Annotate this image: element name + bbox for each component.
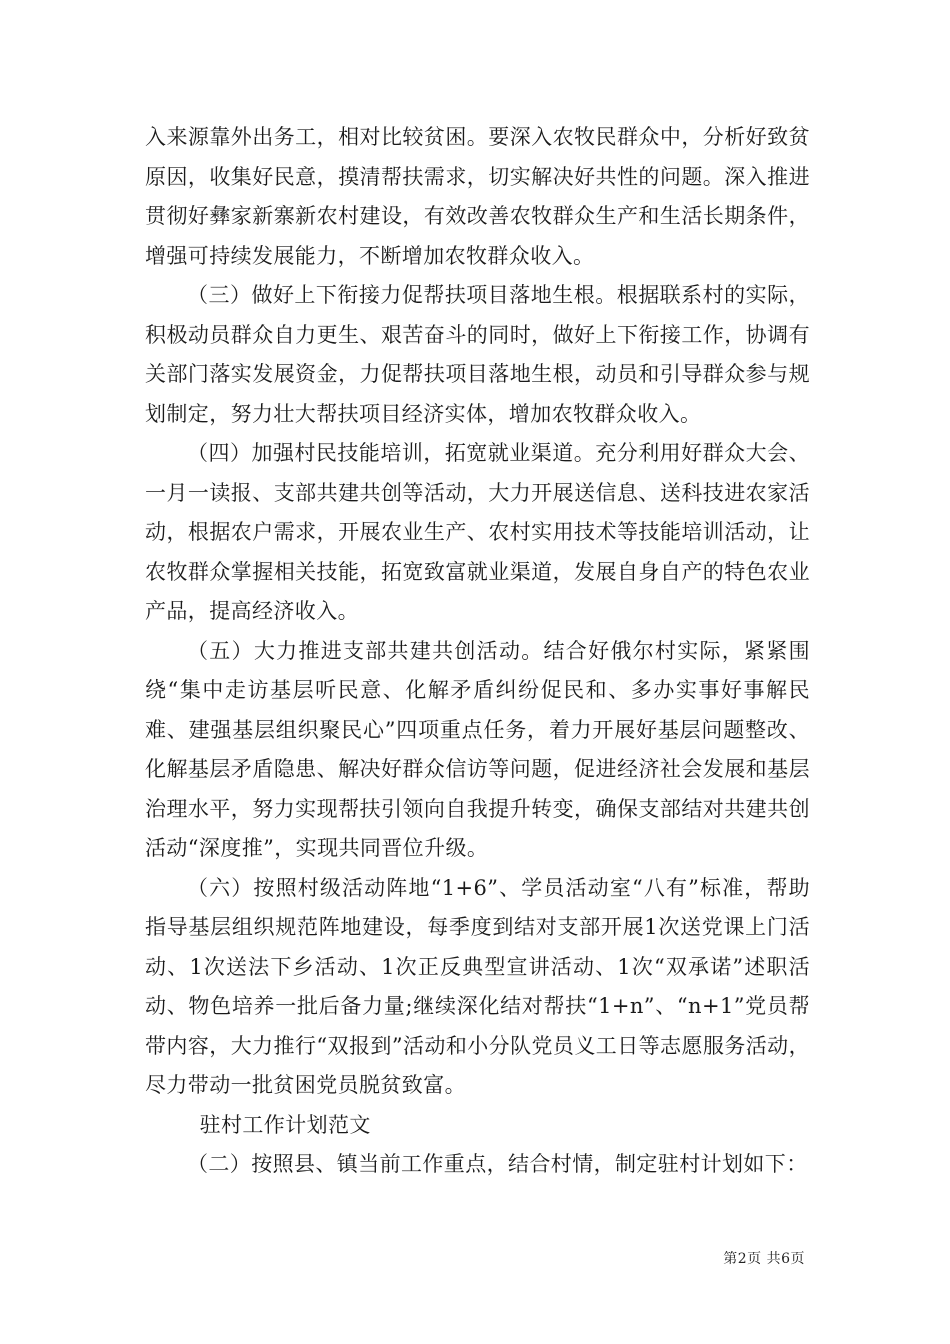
paragraph-item-4: （四）加强村民技能培训，拓宽就业渠道。充分利用好群众大会、一月一读报、支部共建共创等活动，大力开展送信息、送科技进农家活动，根据农户需求，开展农业生产、农村实用技术等技能培训活动，让农牧群众掌握相关技能，拓宽致富就业渠道，发展自身自产的特色农业产品，提高经济收入。	[145, 441, 810, 623]
paragraph-item-3: （三）做好上下衔接力促帮扶项目落地生根。根据联系村的实际，积极动员群众自力更生、艰苦奋斗的同时，做好上下衔接工作，协调有关部门落实发展资金，力促帮扶项目落地生根，动员和引导群众参与规划制定，努力壮大帮扶项目经济实体，增加农牧群众收入。	[145, 283, 810, 426]
page-number: 第2页 共6页	[723, 1251, 805, 1267]
paragraph-continuation: 入来源靠外出务工，相对比较贫困。要深入农牧民群众中，分析好致贫原因，收集好民意，摸清帮扶需求，切实解决好共性的问题。深入推进贯彻好彝家新寨新农村建设，有效改善农牧群众生产和生活长期条件，增强可持续发展能力，不断增加农牧群众收入。	[145, 125, 810, 268]
document-body	[145, 118, 810, 1185]
paragraph-plan-intro: （二）按照县、镇当前工作重点，结合村情，制定驻村计划如下：	[187, 1152, 808, 1176]
section-title: 驻村工作计划范文	[199, 1112, 371, 1137]
paragraph-item-6: （六）按照村级活动阵地“1+6”、学员活动室“八有”标准，帮助指导基层组织规范阵地建设，每季度到结对支部开展1次送党课上门活动、1次送法下乡活动、1次正反典型宣讲活动、1次“双承诺”述职活动、物色培养一批后备力量;继续深化结对帮扶“1+n”、“n+1”党员帮带内容，大力推行“双报到”活动和小分队党员义工日等志愿服务活动，尽力带动一批贫困党员脱贫致富。	[145, 875, 810, 1097]
paragraph-item-5: （五）大力推进支部共建共创活动。结合好俄尔村实际，紧紧围绕“集中走访基层听民意、化解矛盾纠纷促民和、多办实事好事解民难、建强基层组织聚民心”四项重点任务，着力开展好基层问题整改、化解基层矛盾隐患、解决好群众信访等问题，促进经济社会发展和基层治理水平，努力实现帮扶引领向自我提升转变，确保支部结对共建共创活动“深度推”，实现共同晋位升级。	[145, 638, 810, 860]
